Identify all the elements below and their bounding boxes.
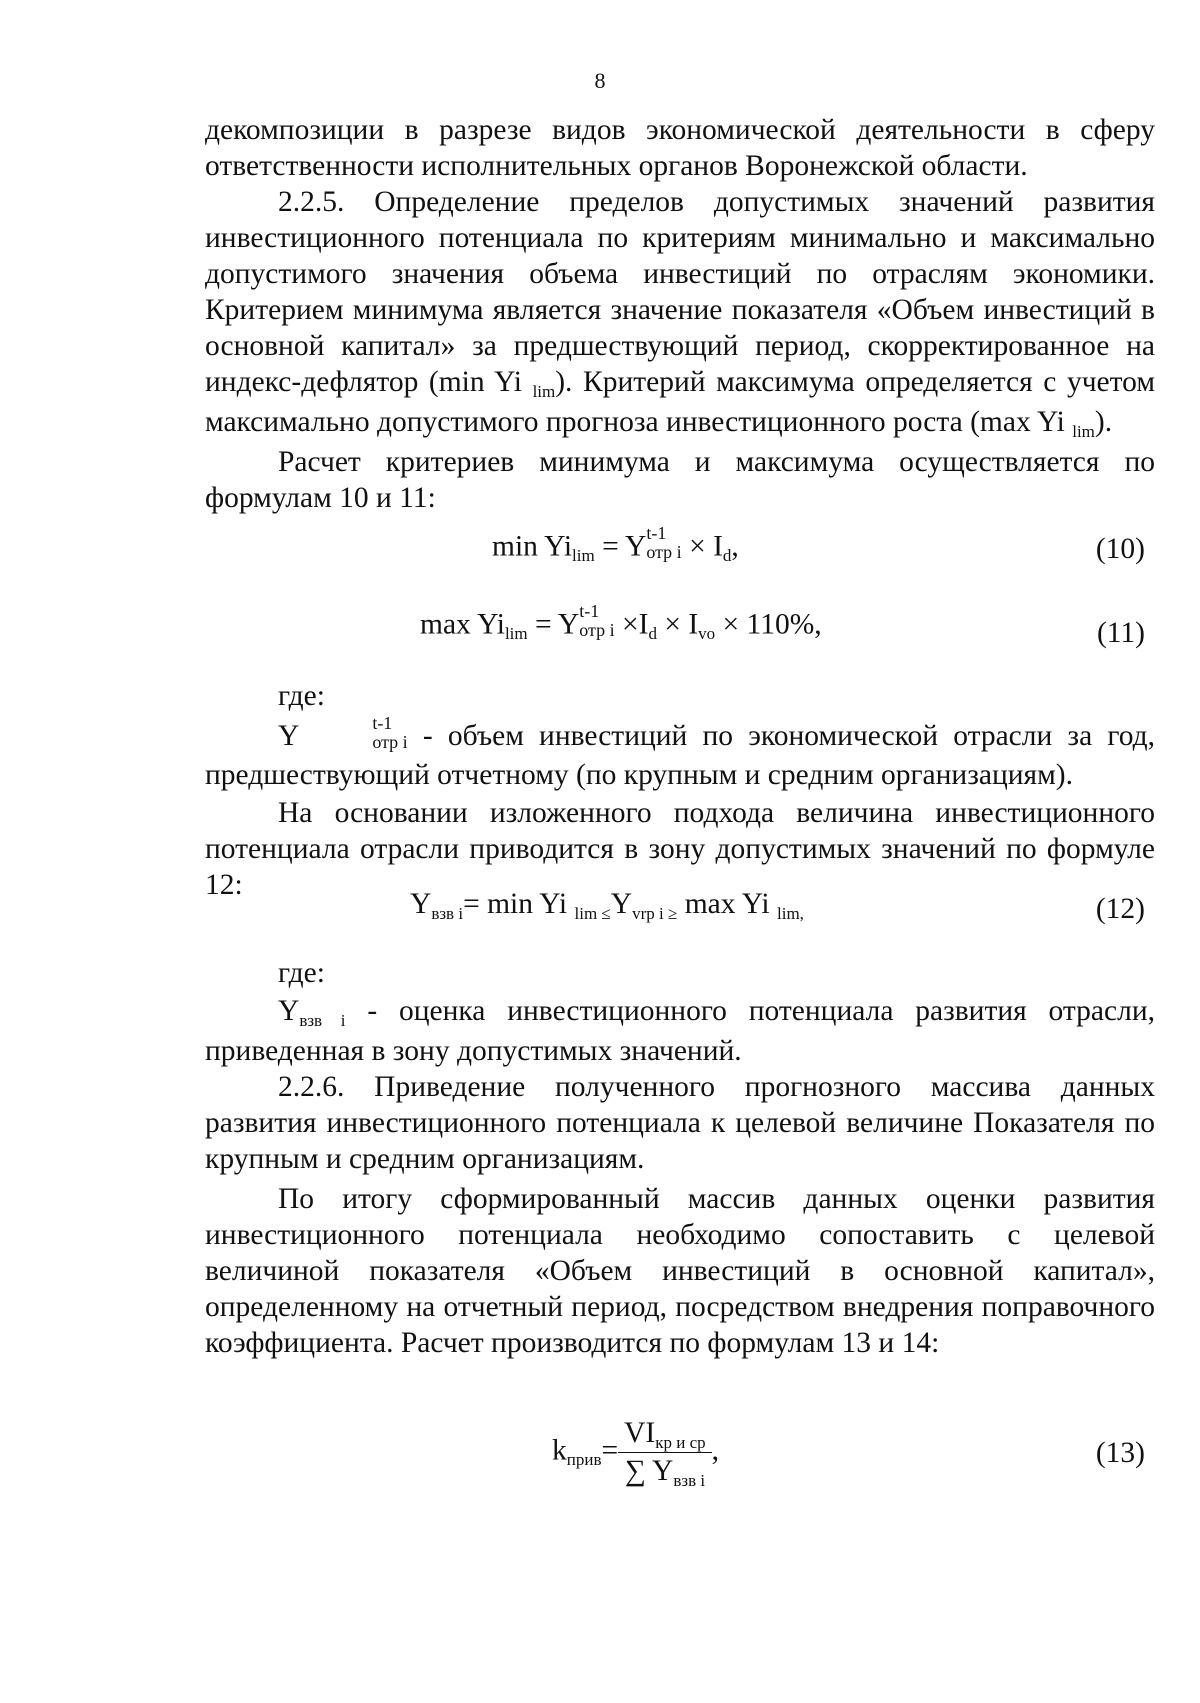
paragraph-2-2-5: 2.2.5. Определение пределов допустимых значений развития инвестиционного потенциала по критериям минимально и максимально допустимого значения объема инвестиций по отраслям экономики. Критерием минимума является значение показателя «Объем инвестиций в основной капитал» за предшествующий период, скорректированное на индекс-дефлятор (min Yi $_{lim}$). Критерий максимума определяется с учетом максимально допустимого прогноза инвестиционного роста (max Yi $_{lim}$). (205, 186, 1155, 441)
equation-number-11: (11) (1096, 617, 1145, 649)
page-number: 8 (594, 68, 606, 93)
definition-y-vzv: $Y_{взв i}$ - оценка инвестиционного потенциала развития отрасли, приведенная в зону допустимых значений. (205, 995, 1155, 1067)
formula-12: $Y_{взв i}= \min Yi$ $_{lim}$ $_\le Y_{vrp i}$ $_\ge$ max Yi $_{lim,}$ (410, 888, 804, 923)
definition-block (205, 712, 1155, 903)
body-text-top (205, 112, 1155, 516)
equation-number-13: (13) (1095, 1437, 1145, 1469)
where-label-2: где: (278, 957, 325, 989)
paragraph-decomposition: декомпозиции в разрезе видов экономической деятельности в сферу ответственности исполнительных органов Воронежской области. (205, 114, 1155, 182)
paragraph-calc-criteria: Расчет критериев минимума и максимума осуществляется по формулам 10 и 11: (205, 446, 1155, 514)
equation-number-10: (10) (1095, 533, 1145, 565)
fraction-13: $\frac{VI_{кр и ср}}{\sum Y_{взв i}}$ (618, 1417, 712, 1488)
definition-block-2 (205, 993, 1155, 1361)
equation-number-12: (12) (1095, 893, 1145, 925)
formula-10: $\min Yi_{lim} = Y$ t-1 отр i × $I_d$, (492, 523, 739, 566)
definition-y-otr: Y t-1 отр i - объем инвестиций по экономической отрасли за год, предшествующий отчетному (по крупным и средним организациям). (205, 712, 1155, 791)
where-label-1: где: (278, 680, 325, 712)
formula-13: $k_{прив}=$ $\frac{VI_{кр и ср}}{\sum Y_{взв i}}$ , (552, 1417, 720, 1490)
paragraph-2-2-6: 2.2.6. Приведение полученного прогнозного массива данных развития инвестиционного потенциала к целевой величине Показателя по крупным и средним организациям. (205, 1071, 1155, 1175)
paragraph-result-array: По итогу сформированный массив данных оценки развития инвестиционного потенциала необходимо сопоставить с целевой величиной показателя «Объем инвестиций в основной капитал», определенному на отчетный период, посредством внедрения поправочного коэффициента. Расчет производится по формулам 13 и 14: (205, 1183, 1155, 1359)
formula-11: $\max Yi_{lim} = Y$ t-1 отр i $\times I_d \times I_{vo} \times 110\%$, (420, 601, 822, 644)
paragraph-on-basis: На основании изложенного подхода величина инвестиционного потенциала отрасли приводится в зону допустимых значений по формуле 12: (205, 796, 1155, 901)
